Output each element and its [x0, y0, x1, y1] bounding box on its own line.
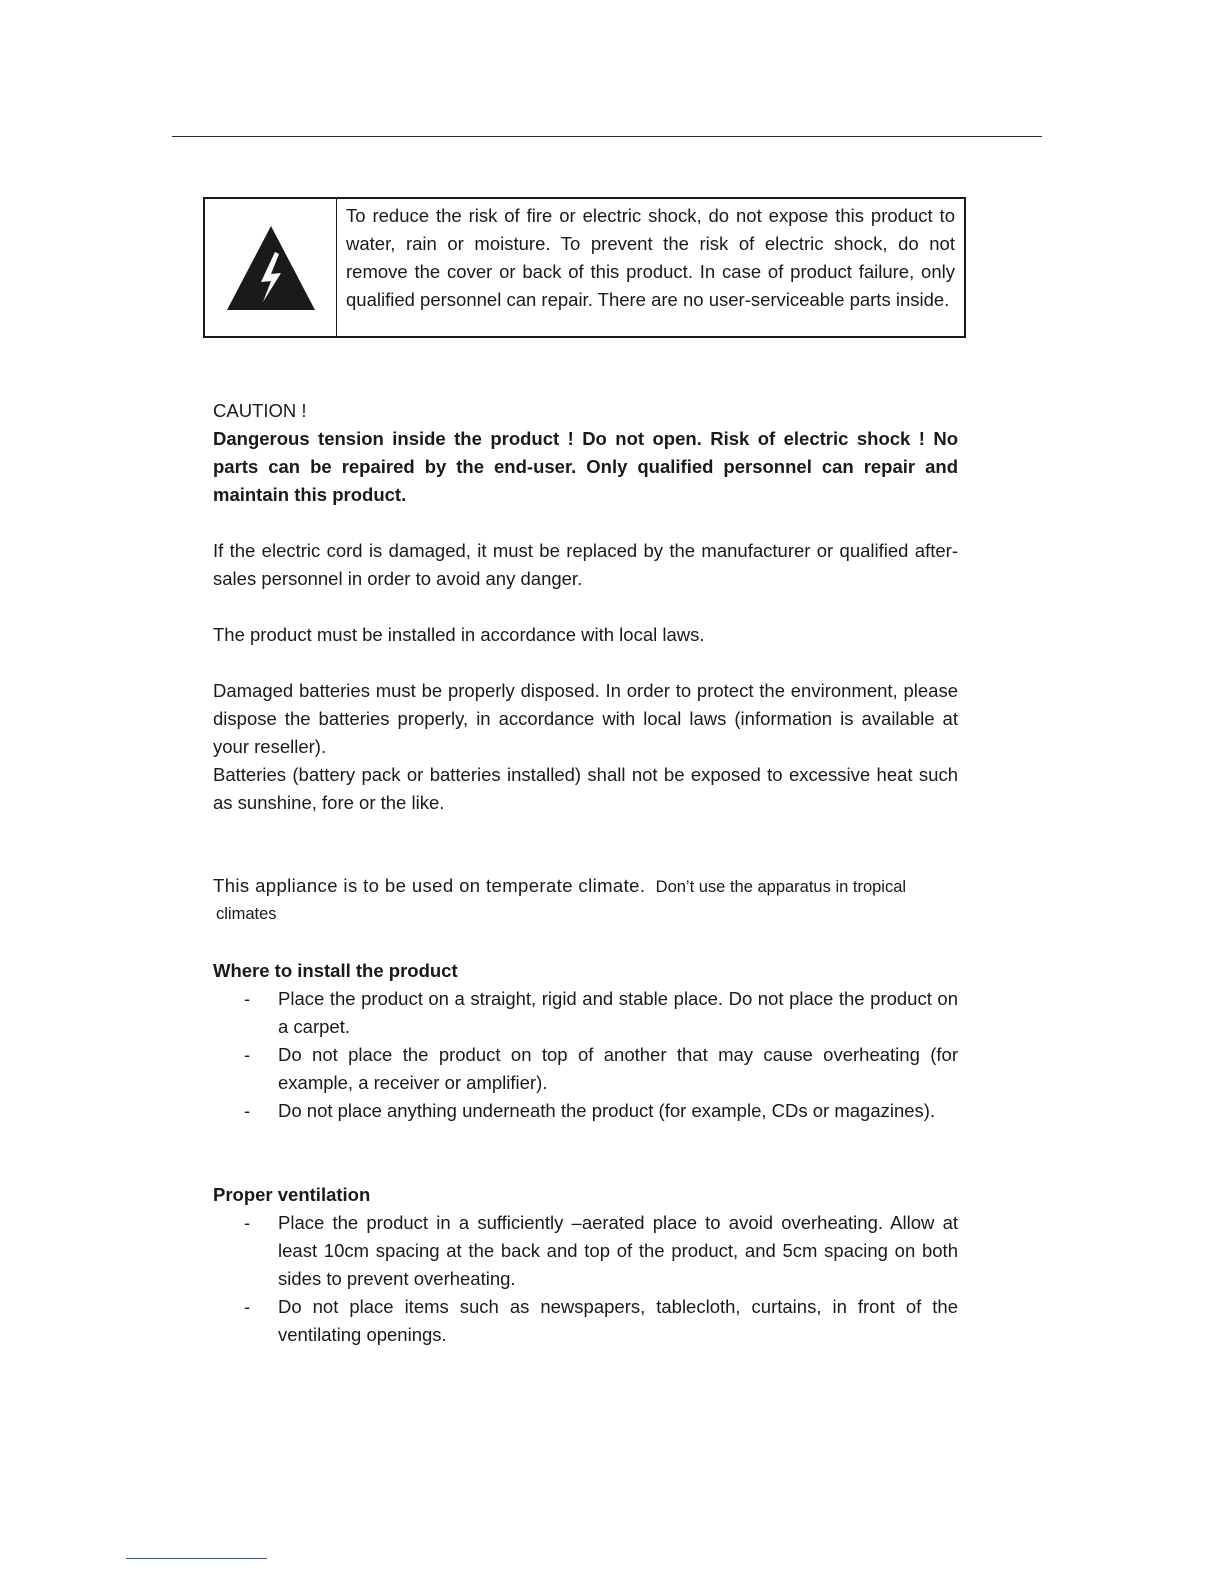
climate-main-text: This appliance is to be used on temperate climate.	[213, 875, 646, 896]
bullet-dash: -	[244, 988, 251, 1009]
batteries-heat-paragraph: Batteries (battery pack or batteries installed) shall not be exposed to excessive heat such as sunshine, fore or the like.	[213, 764, 958, 813]
ventilation-heading: Proper ventilation	[213, 1184, 371, 1205]
header-divider	[172, 136, 1042, 137]
climate-paragraph	[213, 872, 973, 927]
cord-paragraph: If the electric cord is damaged, it must be replaced by the manufacturer or qualified after-sales personnel in order to avoid any danger.	[213, 540, 958, 589]
bullet-dash: -	[244, 1212, 251, 1233]
list-item	[213, 1041, 958, 1097]
list-item-text: Do not place anything underneath the product (for example, CDs or magazines).	[278, 1100, 936, 1121]
list-item-text: Place the product in a sufficiently –aerated place to avoid overheating. Allow at least 10cm spacing at the back and top of the product, and 5cm spacing on both sides to prevent overheating.	[278, 1212, 958, 1289]
where-to-install-heading: Where to install the product	[213, 960, 458, 981]
warning-text: To reduce the risk of fire or electric shock, do not expose this product to water, rain or moisture. To prevent the risk of electric shock, do not remove the cover or back of this product. In case of product failure, only qualified personnel can repair. There are no user-serviceable parts inside.	[346, 205, 955, 310]
bullet-dash: -	[244, 1044, 251, 1065]
bullet-dash: -	[244, 1100, 251, 1121]
list-item	[213, 1209, 958, 1293]
bullet-dash: -	[244, 1296, 251, 1317]
safety-warning-box	[203, 197, 966, 338]
warning-icon-cell	[205, 199, 337, 336]
climate-note-line1: Don’t use the apparatus in tropical	[655, 878, 907, 896]
list-item	[213, 985, 958, 1041]
electric-shock-warning-icon	[225, 224, 317, 312]
batteries-section	[213, 677, 958, 817]
caution-text: Dangerous tension inside the product ! Do not open. Risk of electric shock ! No parts can be repaired by the end-user. Only qualified personnel can repair and maintain this product.	[213, 428, 958, 505]
ventilation-section	[213, 1181, 958, 1349]
caution-section	[213, 397, 958, 509]
footnote-divider	[126, 1558, 267, 1559]
list-item-text: Place the product on a straight, rigid and stable place. Do not place the product on a carpet.	[278, 988, 958, 1037]
climate-note-line2: climates	[216, 905, 277, 923]
batteries-dispose-paragraph: Damaged batteries must be properly disposed. In order to protect the environment, please dispose the batteries properly, in accordance with local laws (information is available at your reseller).	[213, 680, 958, 757]
caution-title: CAUTION !	[213, 400, 307, 421]
list-item	[213, 1097, 958, 1125]
install-laws-paragraph: The product must be installed in accordance with local laws.	[213, 624, 705, 645]
list-item	[213, 1293, 958, 1349]
where-to-install-list	[213, 985, 958, 1125]
ventilation-list	[213, 1209, 958, 1349]
where-to-install-section	[213, 957, 958, 1125]
list-item-text: Do not place the product on top of another that may cause overheating (for example, a receiver or amplifier).	[278, 1044, 958, 1093]
list-item-text: Do not place items such as newspapers, tablecloth, curtains, in front of the ventilating openings.	[278, 1296, 958, 1345]
